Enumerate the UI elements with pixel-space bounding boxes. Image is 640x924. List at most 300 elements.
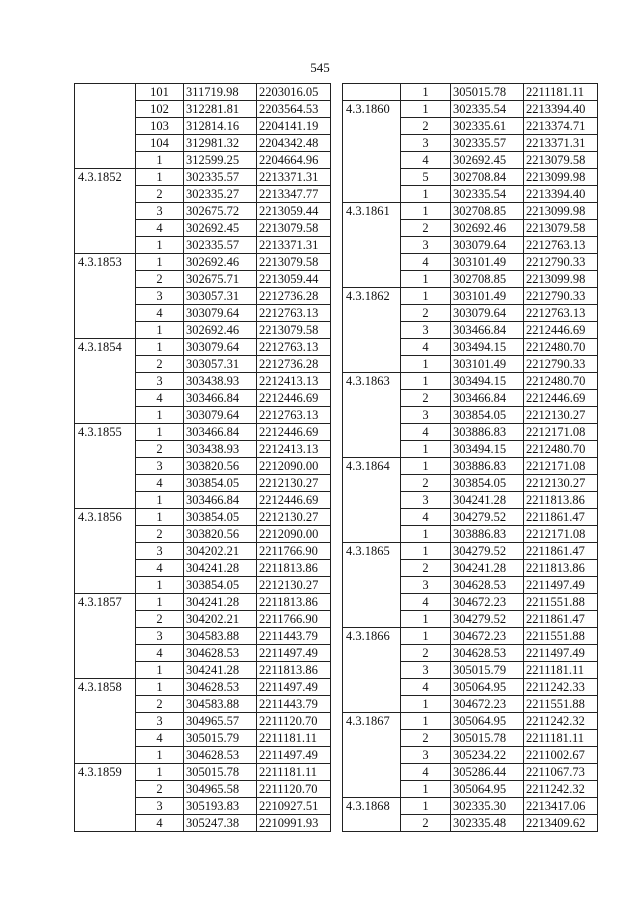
x-coordinate-cell: 304965.57 [184,713,257,730]
y-coordinate-cell: 2211120.70 [257,781,331,798]
y-coordinate-cell: 2213059.44 [257,271,331,288]
y-coordinate-cell: 2213099.98 [524,203,598,220]
x-coordinate-cell: 312814.16 [184,118,257,135]
point-number-cell: 3 [136,543,184,560]
table-row [343,101,598,118]
parcel-id-cell: 4.3.1868 [343,798,401,832]
y-coordinate-cell: 2212736.28 [257,288,331,305]
x-coordinate-cell: 304241.28 [184,662,257,679]
parcel-id-cell: 4.3.1856 [75,509,136,594]
point-number-cell: 3 [136,288,184,305]
point-number-cell: 103 [136,118,184,135]
y-coordinate-cell: 2213394.40 [524,186,598,203]
point-number-cell: 2 [136,526,184,543]
point-number-cell: 2 [401,730,451,747]
table-row [75,509,331,526]
point-number-cell: 1 [401,781,451,798]
point-number-cell: 3 [136,628,184,645]
y-coordinate-cell: 2213409.62 [524,815,598,832]
y-coordinate-cell: 2212130.27 [524,407,598,424]
y-coordinate-cell: 2211181.11 [257,764,331,781]
x-coordinate-cell: 302708.85 [451,203,524,220]
x-coordinate-cell: 303820.56 [184,458,257,475]
point-number-cell: 101 [136,84,184,101]
point-number-cell: 5 [401,169,451,186]
point-number-cell: 2 [401,560,451,577]
x-coordinate-cell: 304241.28 [184,560,257,577]
y-coordinate-cell: 2211181.11 [524,662,598,679]
x-coordinate-cell: 304628.53 [184,679,257,696]
x-coordinate-cell: 302692.46 [451,220,524,237]
x-coordinate-cell: 311719.98 [184,84,257,101]
y-coordinate-cell: 2213079.58 [257,220,331,237]
y-coordinate-cell: 2204342.48 [257,135,331,152]
x-coordinate-cell: 304628.53 [451,577,524,594]
point-number-cell: 1 [401,628,451,645]
y-coordinate-cell: 2213079.58 [257,254,331,271]
x-coordinate-cell: 305015.78 [184,764,257,781]
y-coordinate-cell: 2213347.77 [257,186,331,203]
point-number-cell: 3 [401,135,451,152]
point-number-cell: 104 [136,135,184,152]
point-number-cell: 1 [136,407,184,424]
point-number-cell: 4 [401,679,451,696]
table-row [343,458,598,475]
x-coordinate-cell: 305015.79 [184,730,257,747]
y-coordinate-cell: 2212130.27 [257,577,331,594]
point-number-cell: 1 [401,356,451,373]
x-coordinate-cell: 304628.53 [184,645,257,662]
x-coordinate-cell: 304241.28 [451,492,524,509]
x-coordinate-cell: 303886.83 [451,458,524,475]
x-coordinate-cell: 302692.45 [184,220,257,237]
y-coordinate-cell: 2211497.49 [257,679,331,696]
parcel-id-cell: 4.3.1867 [343,713,401,798]
point-number-cell: 2 [401,220,451,237]
y-coordinate-cell: 2213059.44 [257,203,331,220]
y-coordinate-cell: 2212790.33 [524,254,598,271]
y-coordinate-cell: 2210927.51 [257,798,331,815]
point-number-cell: 4 [401,254,451,271]
y-coordinate-cell: 2213371.31 [257,237,331,254]
point-number-cell: 2 [401,475,451,492]
point-number-cell: 3 [401,407,451,424]
x-coordinate-cell: 302692.45 [451,152,524,169]
x-coordinate-cell: 305286.44 [451,764,524,781]
x-coordinate-cell: 303854.05 [451,407,524,424]
y-coordinate-cell: 2212446.69 [257,390,331,407]
x-coordinate-cell: 302708.84 [451,169,524,186]
x-coordinate-cell: 305015.79 [451,662,524,679]
point-number-cell: 4 [401,594,451,611]
point-number-cell: 1 [401,713,451,730]
x-coordinate-cell: 304583.88 [184,696,257,713]
point-number-cell: 1 [401,203,451,220]
point-number-cell: 2 [136,271,184,288]
y-coordinate-cell: 2212763.13 [257,305,331,322]
x-coordinate-cell: 303079.64 [184,339,257,356]
y-coordinate-cell: 2212763.13 [257,339,331,356]
x-coordinate-cell: 304628.53 [451,645,524,662]
x-coordinate-cell: 304672.23 [451,628,524,645]
point-number-cell: 1 [401,186,451,203]
coordinate-table-right [342,83,598,832]
y-coordinate-cell: 2212130.27 [257,509,331,526]
parcel-id-cell: 4.3.1853 [75,254,136,339]
point-number-cell: 1 [401,526,451,543]
y-coordinate-cell: 2213394.40 [524,101,598,118]
y-coordinate-cell: 2212171.08 [524,424,598,441]
point-number-cell: 1 [401,458,451,475]
point-number-cell: 2 [401,305,451,322]
y-coordinate-cell: 2211242.33 [524,679,598,696]
point-number-cell: 3 [401,662,451,679]
x-coordinate-cell: 303101.49 [451,356,524,373]
point-number-cell: 1 [136,492,184,509]
parcel-id-cell: 4.3.1862 [343,288,401,373]
point-number-cell: 2 [136,611,184,628]
x-coordinate-cell: 303854.05 [184,509,257,526]
x-coordinate-cell: 304279.52 [451,543,524,560]
y-coordinate-cell: 2211181.11 [257,730,331,747]
table-row [343,288,598,305]
x-coordinate-cell: 304202.21 [184,611,257,628]
point-number-cell: 2 [401,815,451,832]
point-number-cell: 1 [136,577,184,594]
parcel-id-cell [343,84,401,101]
parcel-id-cell: 4.3.1861 [343,203,401,288]
x-coordinate-cell: 303886.83 [451,526,524,543]
y-coordinate-cell: 2212480.70 [524,373,598,390]
y-coordinate-cell: 2212130.27 [257,475,331,492]
y-coordinate-cell: 2212790.33 [524,356,598,373]
parcel-id-cell: 4.3.1866 [343,628,401,713]
y-coordinate-cell: 2212413.13 [257,441,331,458]
y-coordinate-cell: 2211813.86 [257,560,331,577]
y-coordinate-cell: 2211551.88 [524,594,598,611]
y-coordinate-cell: 2211002.67 [524,747,598,764]
point-number-cell: 1 [136,254,184,271]
point-number-cell: 1 [401,373,451,390]
y-coordinate-cell: 2212446.69 [257,424,331,441]
table-row [75,339,331,356]
point-number-cell: 1 [136,509,184,526]
x-coordinate-cell: 304202.21 [184,543,257,560]
y-coordinate-cell: 2212480.70 [524,339,598,356]
y-coordinate-cell: 2211766.90 [257,611,331,628]
x-coordinate-cell: 303079.64 [184,407,257,424]
table-row [75,254,331,271]
y-coordinate-cell: 2212480.70 [524,441,598,458]
x-coordinate-cell: 305064.95 [451,679,524,696]
y-coordinate-cell: 2212090.00 [257,458,331,475]
point-number-cell: 1 [136,322,184,339]
x-coordinate-cell: 303101.49 [451,254,524,271]
point-number-cell: 4 [136,730,184,747]
point-number-cell: 1 [401,441,451,458]
point-number-cell: 3 [401,747,451,764]
y-coordinate-cell: 2211861.47 [524,611,598,628]
table-row [343,373,598,390]
x-coordinate-cell: 304628.53 [184,747,257,764]
y-coordinate-cell: 2211120.70 [257,713,331,730]
point-number-cell: 1 [136,747,184,764]
point-number-cell: 4 [136,390,184,407]
point-number-cell: 1 [401,798,451,815]
y-coordinate-cell: 2211813.86 [257,594,331,611]
y-coordinate-cell: 2212171.08 [524,458,598,475]
point-number-cell: 2 [136,781,184,798]
point-number-cell: 2 [136,696,184,713]
point-number-cell: 3 [401,492,451,509]
y-coordinate-cell: 2211551.88 [524,696,598,713]
x-coordinate-cell: 303079.64 [451,305,524,322]
x-coordinate-cell: 303438.93 [184,373,257,390]
x-coordinate-cell: 305064.95 [451,713,524,730]
y-coordinate-cell: 2211443.79 [257,696,331,713]
x-coordinate-cell: 305015.78 [451,730,524,747]
point-number-cell: 2 [136,356,184,373]
y-coordinate-cell: 2204141.19 [257,118,331,135]
x-coordinate-cell: 302675.71 [184,271,257,288]
x-coordinate-cell: 303466.84 [451,322,524,339]
point-number-cell: 4 [136,220,184,237]
parcel-id-cell: 4.3.1864 [343,458,401,543]
y-coordinate-cell: 2213079.58 [257,322,331,339]
point-number-cell: 3 [136,458,184,475]
point-number-cell: 3 [401,322,451,339]
point-number-cell: 1 [401,101,451,118]
table-row [343,798,598,815]
parcel-id-cell: 4.3.1854 [75,339,136,424]
x-coordinate-cell: 302335.57 [184,237,257,254]
y-coordinate-cell: 2211813.86 [257,662,331,679]
point-number-cell: 3 [136,203,184,220]
y-coordinate-cell: 2211443.79 [257,628,331,645]
y-coordinate-cell: 2211813.86 [524,492,598,509]
y-coordinate-cell: 2203016.05 [257,84,331,101]
y-coordinate-cell: 2212790.33 [524,288,598,305]
y-coordinate-cell: 2213374.71 [524,118,598,135]
x-coordinate-cell: 302335.57 [184,169,257,186]
x-coordinate-cell: 303854.05 [184,475,257,492]
x-coordinate-cell: 303057.31 [184,288,257,305]
y-coordinate-cell: 2211497.49 [524,645,598,662]
point-number-cell: 1 [136,152,184,169]
x-coordinate-cell: 303079.64 [451,237,524,254]
x-coordinate-cell: 303466.84 [184,424,257,441]
point-number-cell: 3 [136,713,184,730]
x-coordinate-cell: 303854.05 [451,475,524,492]
point-number-cell: 1 [401,84,451,101]
point-number-cell: 4 [136,560,184,577]
parcel-id-cell: 4.3.1857 [75,594,136,679]
y-coordinate-cell: 2212763.13 [524,237,598,254]
point-number-cell: 2 [401,645,451,662]
y-coordinate-cell: 2210991.93 [257,815,331,832]
point-number-cell: 4 [401,509,451,526]
y-coordinate-cell: 2212090.00 [257,526,331,543]
x-coordinate-cell: 302708.85 [451,271,524,288]
y-coordinate-cell: 2211181.11 [524,730,598,747]
point-number-cell: 1 [136,169,184,186]
y-coordinate-cell: 2212736.28 [257,356,331,373]
point-number-cell: 1 [136,424,184,441]
x-coordinate-cell: 303079.64 [184,305,257,322]
parcel-id-cell: 4.3.1855 [75,424,136,509]
y-coordinate-cell: 2213371.31 [257,169,331,186]
y-coordinate-cell: 2211813.86 [524,560,598,577]
point-number-cell: 4 [136,475,184,492]
x-coordinate-cell: 304965.58 [184,781,257,798]
x-coordinate-cell: 303494.15 [451,339,524,356]
x-coordinate-cell: 302675.72 [184,203,257,220]
point-number-cell: 4 [401,339,451,356]
y-coordinate-cell: 2213079.58 [524,152,598,169]
point-number-cell: 1 [136,679,184,696]
y-coordinate-cell: 2211497.49 [257,747,331,764]
point-number-cell: 3 [136,373,184,390]
x-coordinate-cell: 304241.28 [184,594,257,611]
x-coordinate-cell: 304241.28 [451,560,524,577]
x-coordinate-cell: 302335.54 [451,101,524,118]
point-number-cell: 102 [136,101,184,118]
point-number-cell: 3 [401,577,451,594]
y-coordinate-cell: 2212763.13 [257,407,331,424]
y-coordinate-cell: 2212171.08 [524,526,598,543]
x-coordinate-cell: 303057.31 [184,356,257,373]
table-row [343,543,598,560]
y-coordinate-cell: 2212446.69 [524,322,598,339]
y-coordinate-cell: 2211181.11 [524,84,598,101]
x-coordinate-cell: 303494.15 [451,441,524,458]
table-row [75,679,331,696]
point-number-cell: 1 [136,764,184,781]
point-number-cell: 1 [401,696,451,713]
y-coordinate-cell: 2211497.49 [524,577,598,594]
table-row [343,628,598,645]
x-coordinate-cell: 312281.81 [184,101,257,118]
point-number-cell: 1 [136,594,184,611]
coordinate-table-left [74,83,331,832]
page-number: 545 [310,60,330,75]
x-coordinate-cell: 305193.83 [184,798,257,815]
y-coordinate-cell: 2211242.32 [524,781,598,798]
x-coordinate-cell: 303101.49 [451,288,524,305]
x-coordinate-cell: 304583.88 [184,628,257,645]
x-coordinate-cell: 304279.52 [451,611,524,628]
y-coordinate-cell: 2213099.98 [524,271,598,288]
y-coordinate-cell: 2211242.32 [524,713,598,730]
y-coordinate-cell: 2213079.58 [524,220,598,237]
x-coordinate-cell: 303466.84 [184,390,257,407]
x-coordinate-cell: 302335.30 [451,798,524,815]
x-coordinate-cell: 302335.48 [451,815,524,832]
parcel-id-cell: 4.3.1860 [343,101,401,203]
x-coordinate-cell: 304279.52 [451,509,524,526]
x-coordinate-cell: 302692.46 [184,322,257,339]
point-number-cell: 1 [401,271,451,288]
x-coordinate-cell: 303854.05 [184,577,257,594]
point-number-cell: 4 [136,815,184,832]
point-number-cell: 4 [401,424,451,441]
point-number-cell: 3 [136,798,184,815]
x-coordinate-cell: 304672.23 [451,696,524,713]
x-coordinate-cell: 303438.93 [184,441,257,458]
y-coordinate-cell: 2212413.13 [257,373,331,390]
x-coordinate-cell: 305234.22 [451,747,524,764]
x-coordinate-cell: 305015.78 [451,84,524,101]
point-number-cell: 2 [401,390,451,407]
table-row [343,84,598,101]
table-row [75,169,331,186]
x-coordinate-cell: 303820.56 [184,526,257,543]
point-number-cell: 1 [136,662,184,679]
x-coordinate-cell: 303494.15 [451,373,524,390]
point-number-cell: 4 [136,645,184,662]
x-coordinate-cell: 302335.61 [451,118,524,135]
x-coordinate-cell: 312981.32 [184,135,257,152]
parcel-id-cell: 4.3.1863 [343,373,401,458]
point-number-cell: 3 [401,237,451,254]
y-coordinate-cell: 2211067.73 [524,764,598,781]
point-number-cell: 4 [401,152,451,169]
y-coordinate-cell: 2212130.27 [524,475,598,492]
y-coordinate-cell: 2211861.47 [524,509,598,526]
point-number-cell: 1 [401,611,451,628]
x-coordinate-cell: 302692.46 [184,254,257,271]
parcel-id-cell: 4.3.1859 [75,764,136,832]
point-number-cell: 2 [401,118,451,135]
y-coordinate-cell: 2212446.69 [524,390,598,407]
point-number-cell: 1 [401,543,451,560]
y-coordinate-cell: 2212763.13 [524,305,598,322]
parcel-id-cell [75,84,136,169]
x-coordinate-cell: 303466.84 [451,390,524,407]
y-coordinate-cell: 2213417.06 [524,798,598,815]
point-number-cell: 2 [136,441,184,458]
parcel-id-cell: 4.3.1865 [343,543,401,628]
point-number-cell: 1 [136,237,184,254]
y-coordinate-cell: 2213371.31 [524,135,598,152]
y-coordinate-cell: 2211861.47 [524,543,598,560]
x-coordinate-cell: 302335.54 [451,186,524,203]
parcel-id-cell: 4.3.1852 [75,169,136,254]
x-coordinate-cell: 304672.23 [451,594,524,611]
y-coordinate-cell: 2213099.98 [524,169,598,186]
x-coordinate-cell: 305247.38 [184,815,257,832]
point-number-cell: 1 [401,288,451,305]
point-number-cell: 4 [401,764,451,781]
y-coordinate-cell: 2204664.96 [257,152,331,169]
table-row [343,713,598,730]
point-number-cell: 4 [136,305,184,322]
y-coordinate-cell: 2211766.90 [257,543,331,560]
y-coordinate-cell: 2211497.49 [257,645,331,662]
point-number-cell: 1 [136,339,184,356]
table-row [75,424,331,441]
table-row [75,84,331,101]
table-row [75,594,331,611]
point-number-cell: 2 [136,186,184,203]
x-coordinate-cell: 305064.95 [451,781,524,798]
parcel-id-cell: 4.3.1858 [75,679,136,764]
y-coordinate-cell: 2212446.69 [257,492,331,509]
x-coordinate-cell: 303886.83 [451,424,524,441]
table-row [343,203,598,220]
x-coordinate-cell: 303466.84 [184,492,257,509]
x-coordinate-cell: 302335.57 [451,135,524,152]
